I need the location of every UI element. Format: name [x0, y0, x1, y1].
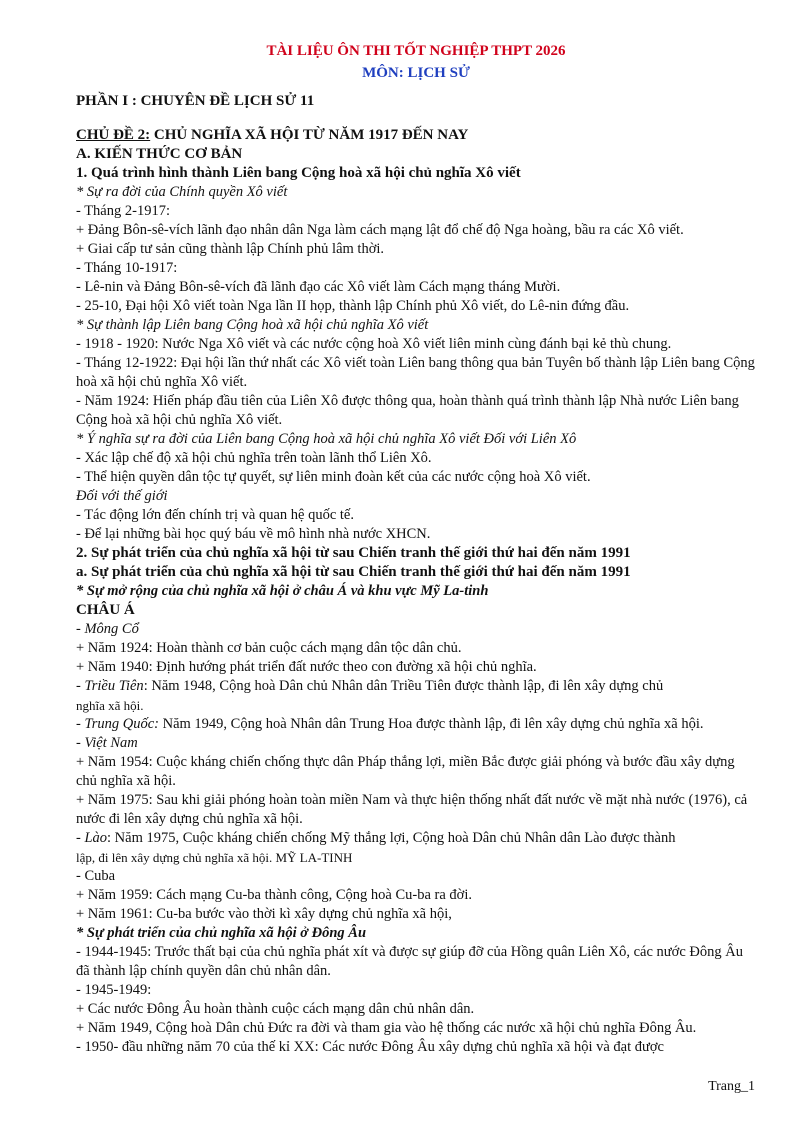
document-title: TÀI LIỆU ÔN THI TỐT NGHIỆP THPT 2026 — [266, 43, 566, 59]
text-line: nghĩa xã hội. — [76, 698, 144, 713]
text-line: - Tháng 10-1917: — [76, 260, 178, 276]
text-line: + Năm 1924: Hoàn thành cơ bản cuộc cách mạng dân tộc dân chủ. — [76, 640, 462, 656]
text-line: - 1950- đầu những năm 70 của thế kỉ XX: Các nước Đông Âu xây dựng chủ nghĩa xã hội và đạt được — [76, 1039, 664, 1055]
text-line: - Để lại những bài học quý báu về mô hình nhà nước XHCN. — [76, 526, 431, 542]
country-heading: - Cuba — [76, 868, 116, 884]
text-line: + Năm 1959: Cách mạng Cu-ba thành công, Cộng hoà Cu-ba ra đời. — [76, 887, 472, 903]
text-line: - Lê-nin và Đảng Bôn-sê-vích đã lãnh đạo các Xô viết làm Cách mạng tháng Mười. — [76, 279, 561, 295]
text-paragraph: + Năm 1949, Cộng hoà Dân chủ Đức ra đời và tham gia vào hệ thống các nước xã hội chủ nghĩa Đông Âu. — [76, 1020, 697, 1036]
text-line — [76, 677, 756, 696]
country-name: - Trung Quốc: — [76, 716, 159, 732]
part-heading: PHẦN I : CHUYÊN ĐỀ LỊCH SỬ 11 — [76, 93, 315, 109]
section-a-heading: A. KIẾN THỨC CƠ BẢN — [76, 146, 243, 162]
text-line: lập, đi lên xây dựng chủ nghĩa xã hội. MỸ LA-TINH — [76, 850, 353, 865]
text-paragraph: - 1944-1945: Trước thất bại của chủ nghĩa phát xít và được sự giúp đỡ của Hồng quân Liên Xô, các nước Đông Âu đã thành lập chính quyền dân chủ nhân dân. — [76, 944, 743, 979]
topic-label: CHỦ ĐỀ 2: — [76, 127, 151, 143]
subheading: * Sự thành lập Liên bang Cộng hoà xã hội chủ nghĩa Xô viết — [76, 317, 429, 333]
text-line: - Xác lập chế độ xã hội chủ nghĩa trên toàn lãnh thổ Liên Xô. — [76, 450, 432, 466]
subheading: Đối với thế giới — [76, 488, 168, 504]
text-line: - Tháng 2-1917: — [76, 203, 170, 219]
text-paragraph — [76, 715, 756, 734]
subheading: * Sự mở rộng của chủ nghĩa xã hội ở châu Á và khu vực Mỹ La-tinh — [76, 583, 489, 599]
text-paragraph: + Năm 1954: Cuộc kháng chiến chống thực dân Pháp thắng lợi, miền Bắc được giải phóng và bước đầu xây dựng chủ nghĩa xã hội. — [76, 754, 735, 789]
text-line: + Năm 1940: Định hướng phát triển đất nước theo con đường xã hội chủ nghĩa. — [76, 659, 537, 675]
country-text: : Năm 1948, Cộng hoà Dân chủ Nhân dân Triều Tiên được thành lập, đi lên xây dựng chủ — [143, 678, 664, 694]
text-line — [76, 829, 756, 848]
section-2a-heading: a. Sự phát triển của chủ nghĩa xã hội từ sau Chiến tranh thế giới thứ hai đến năm 1991 — [76, 564, 631, 580]
text-line: - 1945-1949: — [76, 982, 152, 998]
text-paragraph: - Tháng 12-1922: Đại hội lần thứ nhất các Xô viết toàn Liên bang thông qua bản Tuyên bố thành lập Liên bang Cộng hoà xã hội chủ nghĩa Xô viết. — [76, 355, 755, 390]
text-paragraph: - Năm 1924: Hiến pháp đầu tiên của Liên Xô được thông qua, hoàn thành quá trình thành lập Nhà nước Liên bang Cộng hoà xã hội chủ nghĩa Xô viết. — [76, 393, 739, 428]
text-line: + Giai cấp tư sản cũng thành lập Chính phủ lâm thời. — [76, 241, 385, 257]
subject-title: MÔN: LỊCH SỬ — [362, 65, 470, 81]
text-paragraph: + Năm 1975: Sau khi giải phóng hoàn toàn miền Nam và thực hiện thống nhất đất nước về mặt nhà nước (1976), cả nước đi lên xây dựng chủ nghĩa xã hội. — [76, 792, 748, 827]
text-line: - 1918 - 1920: Nước Nga Xô viết và các nước cộng hoà Xô viết liên minh cùng đánh bại kẻ thù chung. — [76, 336, 672, 352]
topic-title: CHỦ NGHĨA XÃ HỘI TỪ NĂM 1917 ĐẾN NAY — [150, 127, 469, 143]
country-name: - Triều Tiên — [76, 678, 144, 694]
region-heading-asia: CHÂU Á — [76, 602, 135, 618]
country-name: - Lào — [76, 830, 108, 846]
country-heading: - Mông Cổ — [76, 621, 139, 637]
page-number: Trang_1 — [708, 1079, 755, 1094]
text-line: - Thể hiện quyền dân tộc tự quyết, sự liên minh đoàn kết của các nước cộng hoà Xô viết. — [76, 469, 591, 485]
country-text: : Năm 1975, Cuộc kháng chiến chống Mỹ thắng lợi, Cộng hoà Dân chủ Nhân dân Lào được thành — [107, 830, 676, 846]
section-2-heading: 2. Sự phát triển của chủ nghĩa xã hội từ sau Chiến tranh thế giới thứ hai đến năm 1991 — [76, 545, 631, 561]
text-line: + Các nước Đông Âu hoàn thành cuộc cách mạng dân chủ nhân dân. — [76, 1001, 475, 1017]
country-text: Năm 1949, Cộng hoà Nhân dân Trung Hoa được thành lập, đi lên xây dựng chủ nghĩa xã hội. — [158, 716, 704, 732]
text-line: + Đảng Bôn-sê-vích lãnh đạo nhân dân Nga làm cách mạng lật đổ chế độ Nga hoàng, bầu ra các Xô viết. — [76, 222, 684, 238]
topic-heading — [76, 126, 756, 145]
page-content — [76, 40, 756, 1057]
subheading: * Sự phát triển của chủ nghĩa xã hội ở Đông Âu — [76, 925, 367, 941]
subheading: * Ý nghĩa sự ra đời của Liên bang Cộng hoà xã hội chủ nghĩa Xô viết Đối với Liên Xô — [76, 431, 577, 447]
section-1-heading: 1. Quá trình hình thành Liên bang Cộng hoà xã hội chủ nghĩa Xô viết — [76, 165, 521, 181]
subheading: * Sự ra đời của Chính quyền Xô viết — [76, 184, 288, 200]
text-line: + Năm 1961: Cu-ba bước vào thời kì xây dựng chủ nghĩa xã hội, — [76, 906, 452, 922]
country-heading: - Việt Nam — [76, 735, 138, 751]
text-line: - 25-10, Đại hội Xô viết toàn Nga lần II họp, thành lập Chính phủ Xô viết, do Lê-nin đứng đầu. — [76, 298, 630, 314]
text-line: - Tác động lớn đến chính trị và quan hệ quốc tế. — [76, 507, 354, 523]
